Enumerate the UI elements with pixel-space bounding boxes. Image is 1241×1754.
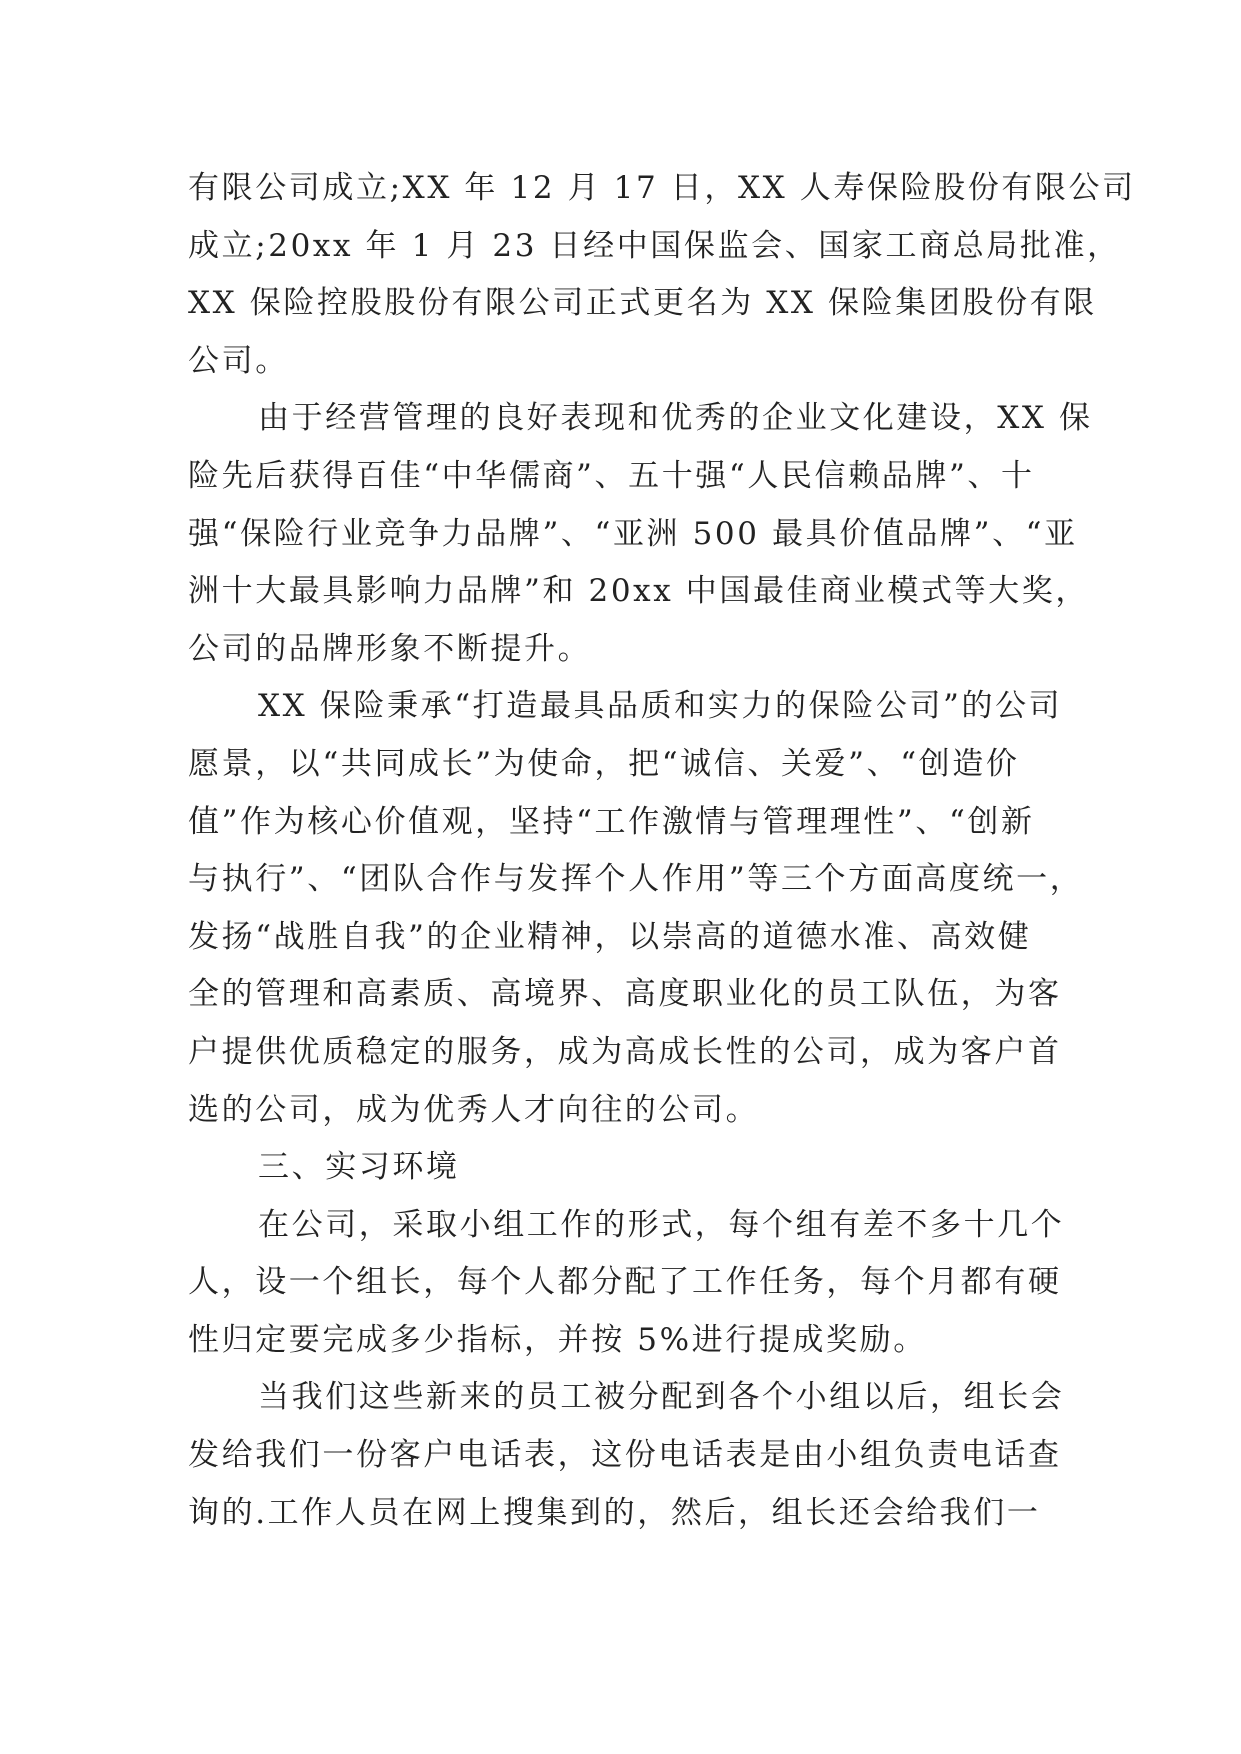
text-line: 性归定要完成多少指标，并按 5%进行提成奖励。: [188, 1321, 927, 1358]
section-heading: 三、实习环境: [258, 1149, 460, 1186]
text-line: 发扬“战胜自我”的企业精神，以崇高的道德水准、高效健: [188, 918, 1032, 955]
text-line: XX 保险秉承“打造最具品质和实力的保险公司”的公司: [258, 688, 1063, 725]
body-text: [188, 160, 1136, 1542]
text-line: 询的.工作人员在网上搜集到的，然后，组长还会给我们一: [188, 1494, 1041, 1531]
text-line: 当我们这些新来的员工被分配到各个小组以后，组长会: [258, 1379, 1065, 1416]
text-line: 洲十大最具影响力品牌”和 20xx 中国最佳商业模式等大奖，: [188, 573, 1089, 610]
text-line: 人，设一个组长，每个人都分配了工作任务，每个月都有硬: [188, 1264, 1062, 1301]
text-line: 由于经营管理的良好表现和优秀的企业文化建设，XX 保: [258, 400, 1093, 437]
text-line: 值”作为核心价值观，坚持“工作激情与管理理性”、“创新: [188, 803, 1035, 840]
text-line: 成立;20xx 年 1 月 23 日经中国保监会、国家工商总局批准，: [188, 227, 1121, 264]
text-line: 愿景，以“共同成长”为使命，把“诚信、关爱”、“创造价: [188, 745, 1020, 782]
text-line: XX 保险控股股份有限公司正式更名为 XX 保险集团股份有限: [188, 285, 1097, 322]
text-line: 与执行”、“团队合作与发挥个人作用”等三个方面高度统一，: [188, 861, 1084, 898]
text-line: 发给我们一份客户电话表，这份电话表是由小组负责电话查: [188, 1437, 1062, 1474]
text-line: 全的管理和高素质、高境界、高度职业化的员工队伍，为客: [188, 976, 1062, 1013]
text-line: 在公司，采取小组工作的形式，每个组有差不多十几个: [258, 1206, 1065, 1243]
text-line: 户提供优质稳定的服务，成为高成长性的公司，成为客户首: [188, 1033, 1062, 1070]
text-line: 有限公司成立;XX 年 12 月 17 日，XX 人寿保险股份有限公司: [188, 170, 1136, 206]
text-line: 选的公司，成为优秀人才向往的公司。: [188, 1091, 760, 1128]
text-line: 公司。: [188, 342, 289, 379]
text-line: 公司的品牌形象不断提升。: [188, 630, 592, 667]
text-line: 险先后获得百佳“中华儒商”、五十强“人民信赖品牌”、十: [188, 457, 1035, 494]
text-line: 强“保险行业竞争力品牌”、“亚洲 500 最具价值品牌”、“亚: [188, 515, 1078, 552]
